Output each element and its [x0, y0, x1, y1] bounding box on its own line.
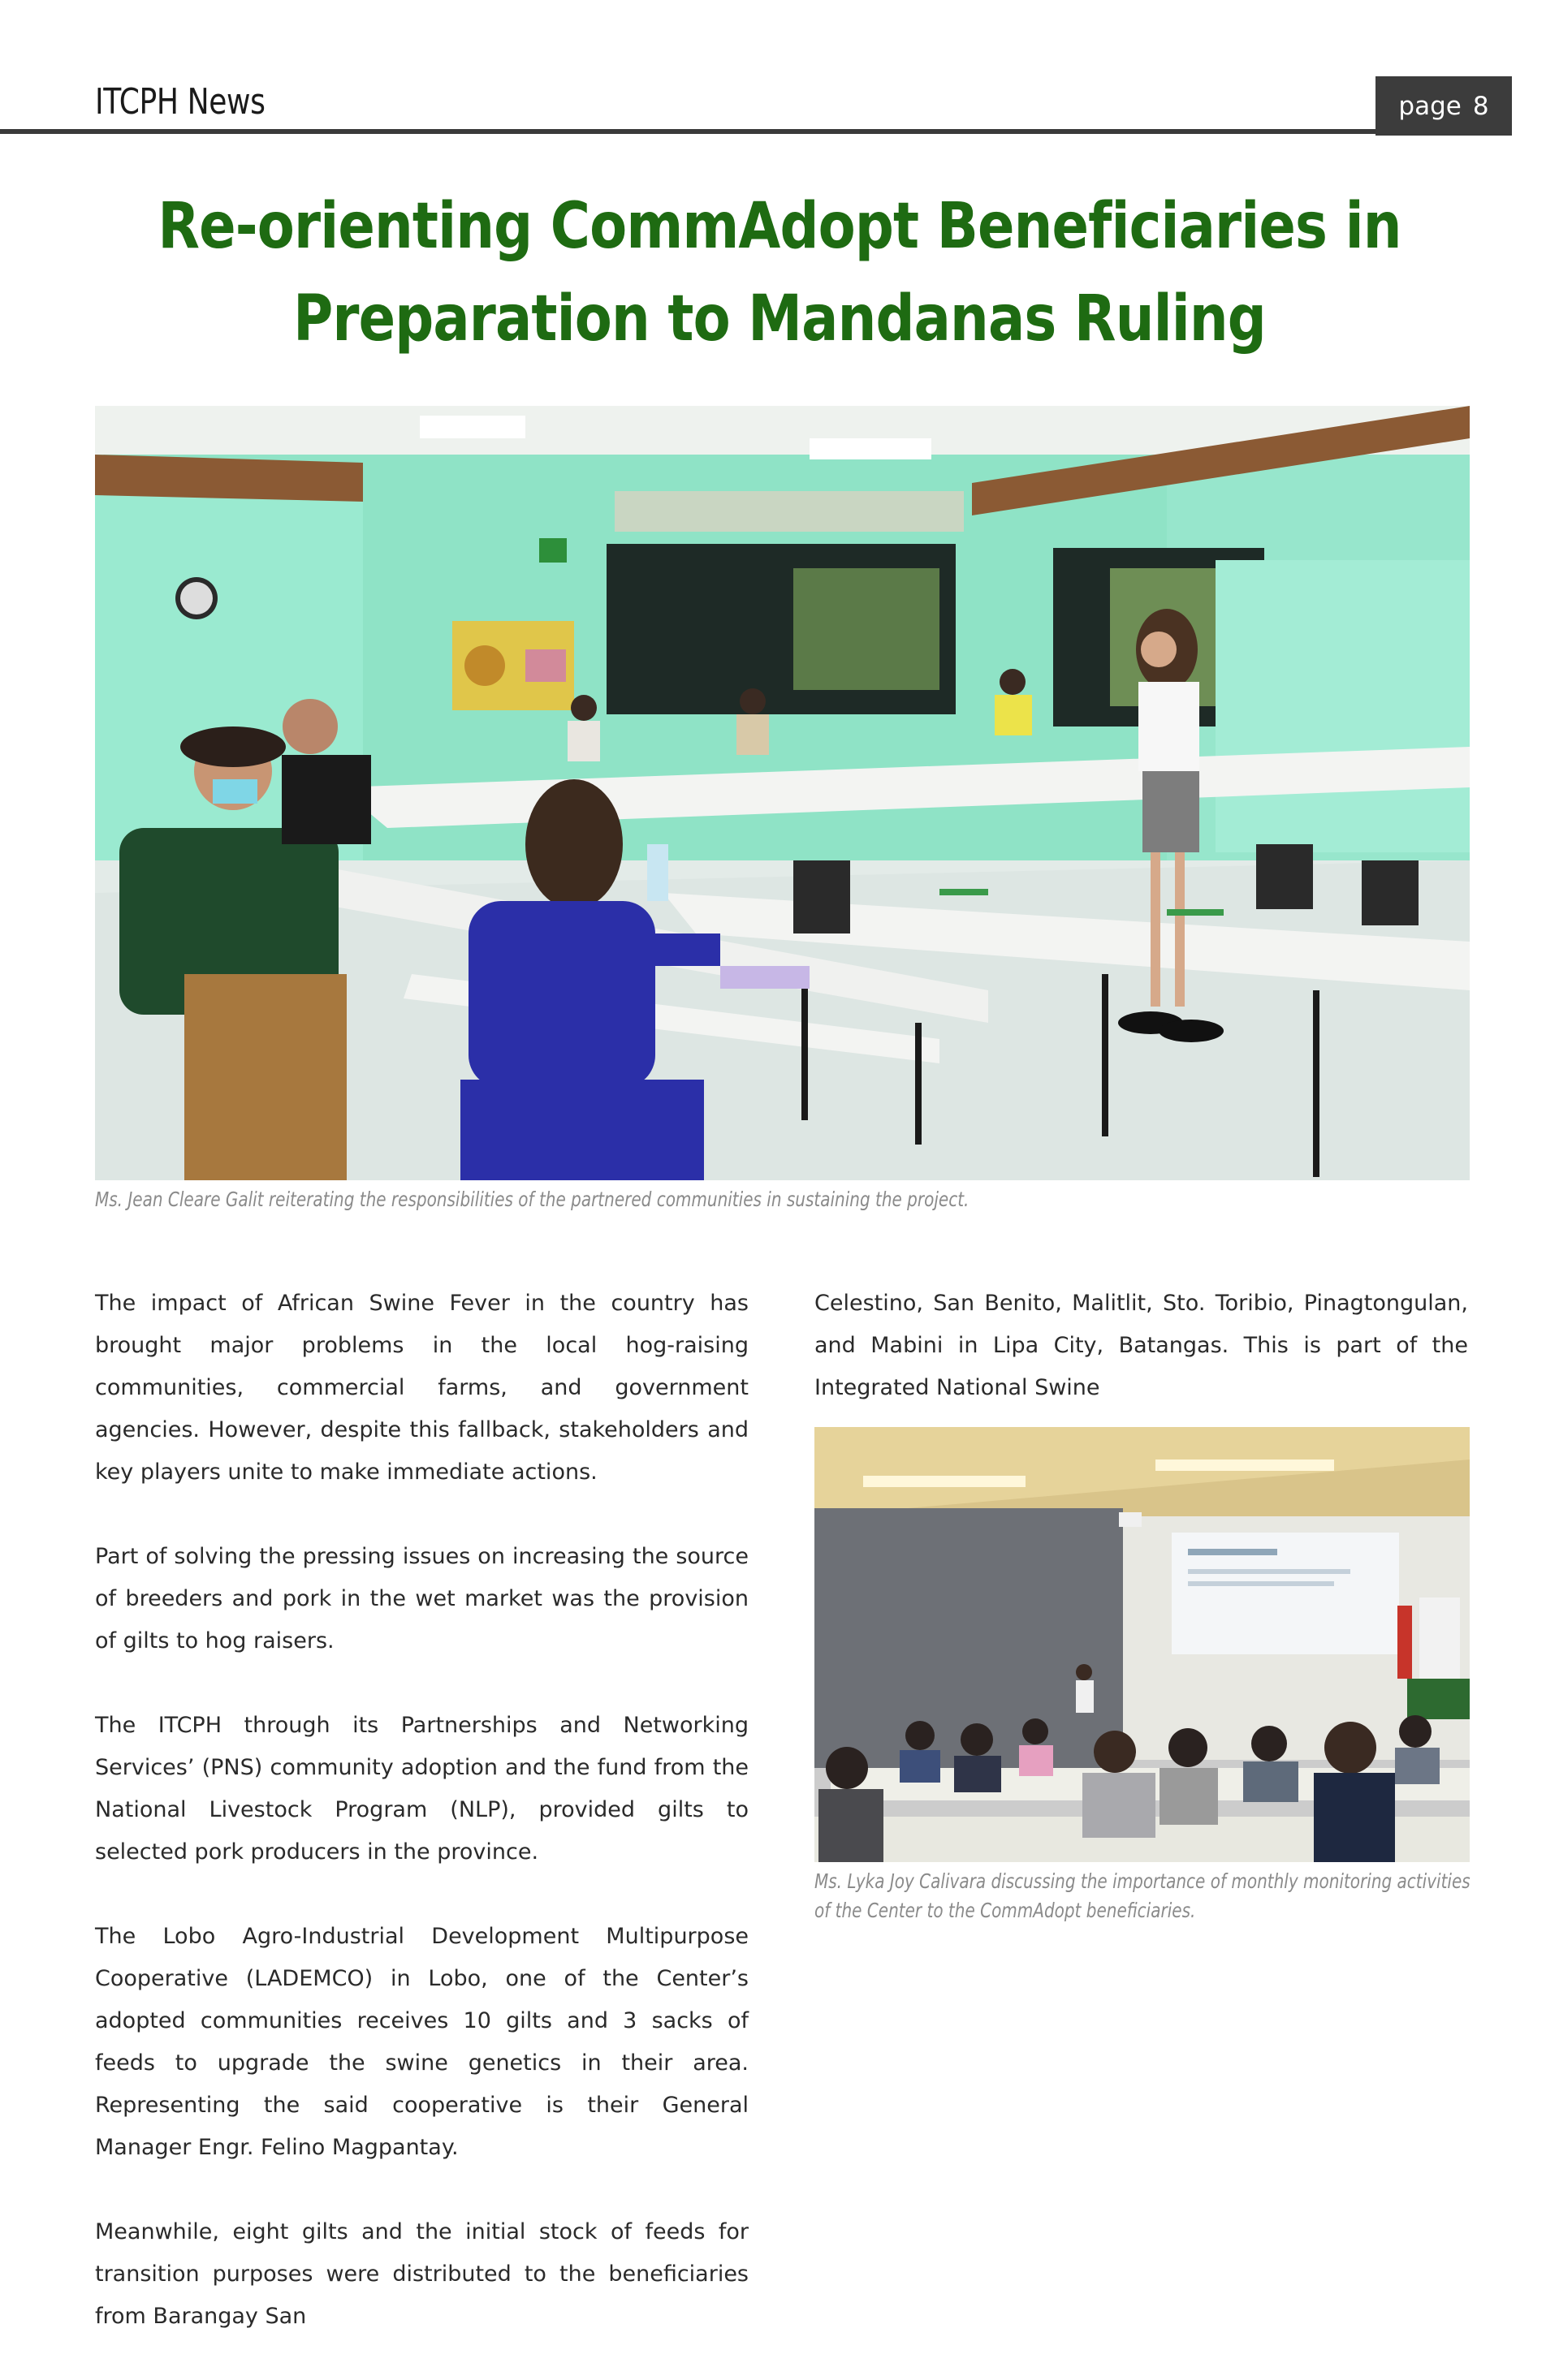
secondary-photo-caption-line-2: of the Center to the CommAdopt beneficiaries. [814, 1899, 1196, 1922]
paragraph: Meanwhile, eight gilts and the initial stock of feeds for transition purposes were distributed to the beneficiaries from Barangay San [95, 2219, 749, 2329]
article-title-line-2: Preparation to Mandanas Ruling [293, 282, 1266, 356]
secondary-photo-image [814, 1427, 1470, 1862]
page-indicator [1375, 76, 1512, 136]
main-photo [95, 406, 1470, 1180]
header-rule [0, 129, 1512, 134]
body-right-column [814, 1283, 1468, 1451]
main-photo-image [95, 406, 1470, 1180]
paragraph: Celestino, San Benito, Malitlit, Sto. Toribio, Pinagtongulan, and Mabini in Lipa City, Batangas. This is part of the Integrated National Swine [814, 1291, 1468, 1400]
secondary-photo-caption [814, 1867, 1470, 1925]
paragraph: The ITCPH through its Partnerships and Networking Services’ (PNS) community adoption and the fund from the National Livestock Program (NLP), provided gilts to selected pork producers in the province. [95, 1713, 749, 1865]
article-title-line-1: Re-orienting CommAdopt Beneficiaries in [158, 190, 1401, 263]
secondary-photo [814, 1427, 1470, 1862]
main-photo-caption: Ms. Jean Cleare Galit reiterating the responsibilities of the partnered communities in sustaining the project. [95, 1188, 970, 1211]
paragraph: The impact of African Swine Fever in the country has brought major problems in the local hog-raising communities, commercial farms, and government agencies. However, despite this fallback, stakeholders and key players unite to make immediate actions. [95, 1291, 749, 1485]
page-label: page [1398, 91, 1462, 121]
page-number: 8 [1472, 91, 1489, 121]
publication-name: ITCPH News [95, 81, 266, 123]
secondary-photo-caption-line-1: Ms. Lyka Joy Calivara discussing the importance of monthly monitoring activities [814, 1869, 1470, 1893]
paragraph: The Lobo Agro-Industrial Development Multipurpose Cooperative (LADEMCO) in Lobo, one of the Center’s adopted communities receives 10 gilts and 3 sacks of feeds to upgrade the swine genetics in their area. Representing the said cooperative is their General Manager Engr. Felino Magpantay. [95, 1924, 749, 2160]
article-title [49, 180, 1510, 365]
paragraph: Part of solving the pressing issues on increasing the source of breeders and pork in the wet market was the provision of gilts to hog raisers. [95, 1544, 749, 1653]
body-left-column [95, 1283, 749, 2380]
